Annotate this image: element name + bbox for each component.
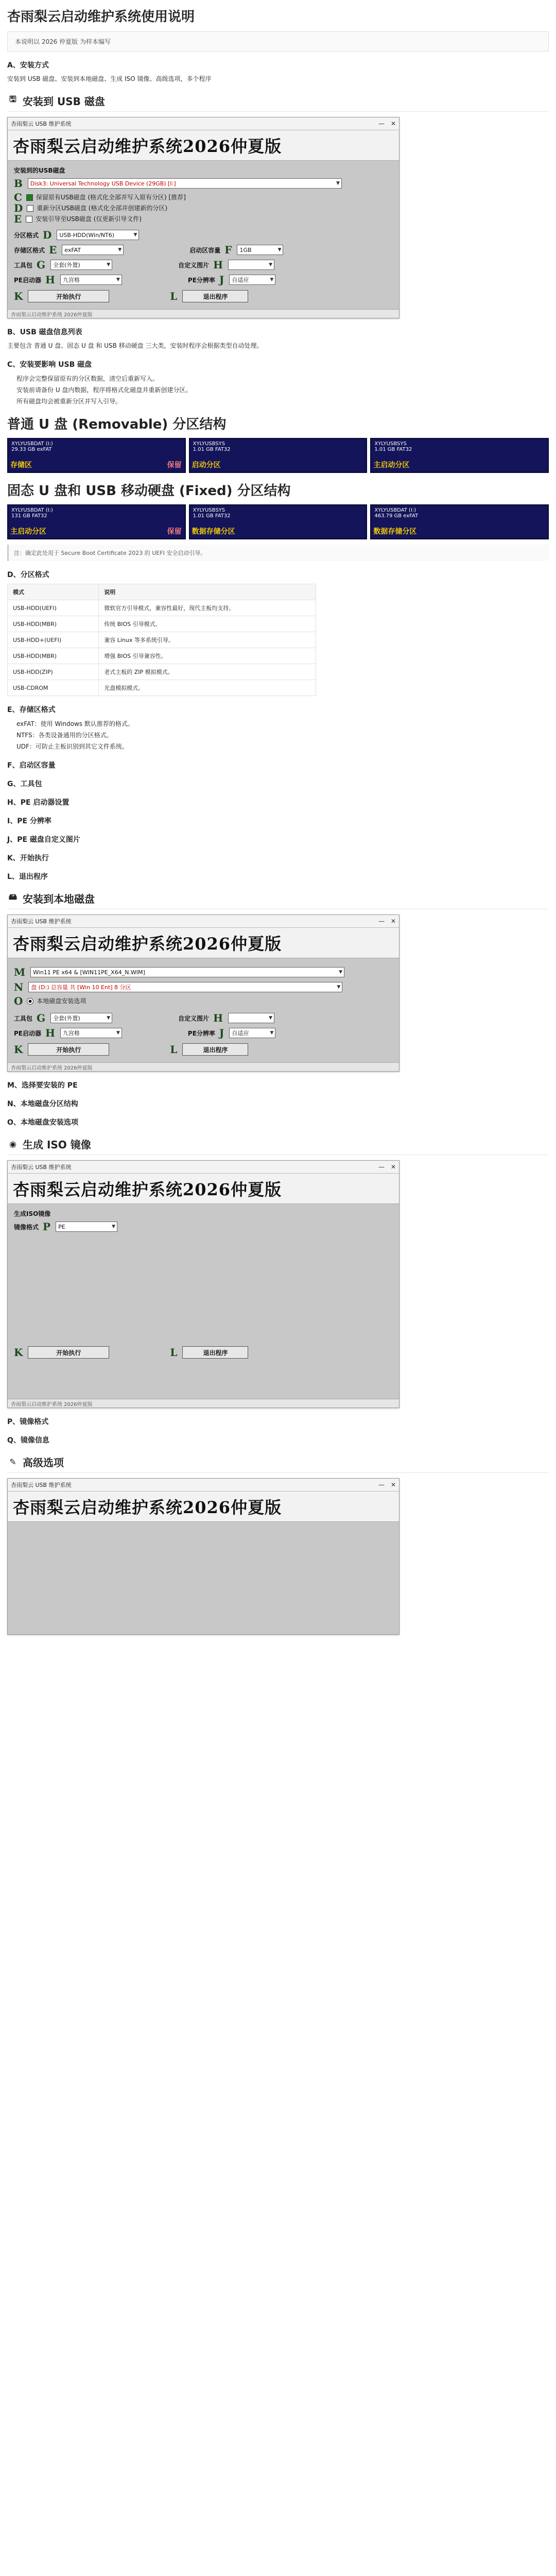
table-row: USB-HDD(UEFI) 微软官方引导模式，兼容性最好，现代主板均支持。: [8, 600, 316, 616]
close-icon[interactable]: ✕: [390, 1163, 396, 1171]
partition-format-select[interactable]: USB-HDD(Win/NT6) ▼: [57, 230, 139, 240]
exit-button[interactable]: 退出程序: [182, 1346, 248, 1359]
pe-launcher-select[interactable]: 九宫格 ▼: [60, 275, 122, 285]
iso-window: 杏雨梨云 USB 维护系统 — ✕ 杏雨梨云启动维护系统2026仲夏版 生成ISO镜像 镜像格式 P PE ▼ K 开始执行 L 退出程序 杏雨梨云启动维护系统 2026仲夏版: [7, 1160, 399, 1408]
partition-block: XYLYUSBSYS 1.01 GB FAT32 启动分区: [189, 438, 368, 473]
minimize-icon[interactable]: —: [378, 120, 385, 127]
boot-size-select[interactable]: 1GB ▼: [237, 245, 283, 255]
removable-partitions: [7, 438, 549, 473]
partition-block: XYLYUSBDAT (I:) 131 GB FAT32 主启动分区 保留: [7, 504, 186, 539]
partition-block: XYLYUSBDAT (I:) 29.33 GB exFAT 存储区 保留: [7, 438, 186, 473]
storage-format-select[interactable]: exFAT ▼: [62, 245, 124, 255]
iso-format-select[interactable]: PE ▼: [56, 1222, 117, 1232]
tip: 注：确定此处用于 Secure Boot Certificate 2023 的 UEFI 安全启动引导。: [7, 545, 549, 561]
version-note: 本说明以 2026 仲夏版 为样本编写: [7, 31, 549, 52]
start-button[interactable]: 开始执行: [28, 290, 109, 302]
heading-usb: 🖫 安装到 USB 磁盘: [7, 93, 549, 112]
heading-fixed: 固态 U 盘和 USB 移动硬盘 (Fixed) 分区结构: [7, 483, 291, 499]
chevron-down-icon: ▼: [336, 181, 340, 186]
custom-image-select[interactable]: ▼: [228, 260, 274, 270]
boot-only-checkbox[interactable]: [26, 216, 32, 223]
heading-removable: 普通 U 盘 (Removable) 分区结构: [7, 417, 227, 432]
exit-button[interactable]: 退出程序: [182, 290, 248, 302]
table-row: USB-HDD(MBR) 增强 BIOS 引导兼容性。: [8, 648, 316, 664]
section-a-text: 安装到 USB 磁盘、安装到本地磁盘、生成 ISO 镜像、高级选项，多个程序: [7, 75, 212, 82]
title-bar: 杏雨梨云 USB 维护系统 — ✕: [8, 117, 399, 130]
disk-icon: 🖴: [8, 892, 18, 902]
disc-icon: ◉: [9, 1139, 16, 1149]
usb-select-label: 安装到的USB磁盘: [14, 167, 65, 174]
table-row: USB-CDROM 光盘模拟模式。: [8, 680, 316, 696]
section-b: B、USB 磁盘信息列表: [7, 328, 82, 336]
local-disk-select[interactable]: 盘 (D:) 总容量 共 [Win 10 Ent] 8 分区 ▼: [28, 982, 342, 992]
status-bar: 杏雨梨云启动维护系统 2026仲夏版: [8, 309, 399, 318]
app-banner: 杏雨梨云启动维护系统2026仲夏版: [8, 130, 399, 161]
heading-iso: ◉ 生成 ISO 镜像: [7, 1137, 549, 1155]
start-button[interactable]: 开始执行: [28, 1043, 109, 1056]
start-button[interactable]: 开始执行: [28, 1346, 109, 1359]
heading-local: 🖴 安装到本地磁盘: [7, 891, 549, 909]
partition-block: XYLYUSBDAT (I:) 463.79 GB exFAT 数据存储分区: [370, 504, 549, 539]
table-row: USB-HDD(MBR) 传统 BIOS 引导模式。: [8, 616, 316, 632]
close-icon[interactable]: ✕: [390, 1481, 396, 1488]
keep-partition-checkbox[interactable]: [26, 194, 33, 201]
close-icon[interactable]: ✕: [390, 918, 396, 925]
pe-resolution-select[interactable]: 自适应 ▼: [229, 275, 275, 285]
boot-mode-table: 模式 说明 USB-HDD(UEFI) 微软官方引导模式，兼容性最好，现代主板均支持。 USB-HDD(MBR) 传统 BIOS 引导模式。 USB-HDD+(UEFI) 兼容 Linux 等多系统引导。 USB-HDD(MBR) 增强 BIOS 引导兼容性。 USB-HDD(ZIP) 老式主板的 ZIP 模拟模式。 USB-CDROM 光盘模拟模式。: [7, 584, 316, 696]
pe-select[interactable]: Win11 PE x64 & [WIN11PE_X64_N.WIM] ▼: [30, 967, 344, 977]
partition-block: XYLYUSBSYS 1.01 GB FAT32 主启动分区: [370, 438, 549, 473]
local-install-window: 杏雨梨云 USB 维护系统 — ✕ 杏雨梨云启动维护系统2026仲夏版 M Win11 PE x64 & [WIN11PE_X64_N.WIM] ▼ N 盘 (D:) 总容量 共 [Win 10 Ent] 8 分区 ▼ O 本地磁盘安装选项 工具包 G 全套(外置) ▼ 自定义图片 H ▼ PE启动器 H 九宫格 ▼ PE分辨率 J 自适应 ▼ K 开始执行 L 退出程序 杏雨梨云启动维护系统 2026仲夏版: [7, 914, 399, 1072]
fixed-partitions: [7, 504, 549, 539]
minimize-icon[interactable]: —: [378, 1481, 385, 1488]
partition-block: XYLYUSBSYS 1.01 GB FAT32 数据存储分区: [189, 504, 368, 539]
minimize-icon[interactable]: —: [378, 918, 385, 925]
close-icon[interactable]: ✕: [390, 120, 396, 127]
table-row: USB-HDD+(UEFI) 兼容 Linux 等多系统引导。: [8, 632, 316, 648]
table-row: USB-HDD(ZIP) 老式主板的 ZIP 模拟模式。: [8, 664, 316, 680]
usb-icon: 🖫: [9, 94, 16, 104]
usb-install-window: 杏雨梨云 USB 维护系统 — ✕ 杏雨梨云启动维护系统2026仲夏版 安装到的USB磁盘 B Disk3: Universal Technology USB Device (29GB) [I:] ▼ C 保留原有USB磁盘 (格式化全部并写入原有分区) [推荐] D 重新分区USB磁盘 (格式化全部并创建新的分区) E 安装引导至USB磁盘 (仅更新引导文件) 分区格式 D USB-HDD(Win/NT6) ▼ 存储区格式 E exFAT ▼ 启动区容量 F 1GB ▼ 工具包 G 全套(外置) ▼ 自定义图片 H ▼ PE启动器 H 九宫格 ▼ PE分辨率 J 自适应 ▼ K 开始执行 L 退出程序 杏雨梨云启动维护系统 2026仲夏版: [7, 117, 399, 318]
toolkit-select[interactable]: 全套(外置) ▼: [50, 260, 112, 270]
page-title: 杏雨梨云启动维护系统使用说明: [7, 9, 195, 25]
repartition-checkbox[interactable]: [27, 205, 33, 212]
pencil-icon: ✎: [9, 1457, 16, 1467]
page: 杏雨梨云启动维护系统使用说明 本说明以 2026 仲夏版 为样本编写 A、安装方式 安装到 USB 磁盘、安装到本地磁盘、生成 ISO 镜像、高级选项，多个程序 🖫 安装到 USB 磁盘 杏雨梨云 USB 维护系统 — ✕ 杏雨梨云启动维护系统2026仲夏版 安装到的USB磁盘 B Disk3: Universal Technology USB Device (29GB) [I:] ▼ C 保留原有USB磁盘 (格式化全部并写入原有分区) [推荐] D 重新分区USB磁盘 (格式化全部并创建新的分区) E 安装引导至USB磁盘 (仅更新引导文件) 分区格式 D USB-HDD(Win/NT6) ▼ 存储区格式 E exFAT ▼ 启动区容量 F 1GB ▼ 工具包 G 全套(外置) ▼ 自定义图片 H ▼ PE启动器 H 九宫格 ▼ PE分辨率 J 自适应 ▼ K 开始执行 L 退出程序 杏雨梨云启动维护系统 2026仲夏版 B、USB 磁盘信息列表 主要包含 普通 U 盘、固态 U 盘 和 USB 移动硬盘 三大类，安装时程序会根据类型自动处理。 C、安装要影响 USB 磁盘 程序会完整保留原有的分区数据，清空后重新写入。 安装前请备份 U 盘内数据，程序将格式化磁盘并重新创建分区。 所有磁盘均会被重新分区并写入引导。 普通 U 盘 (Removable) 分区结构 XYLYUSBDAT (I:) 29.33 GB exFAT 存储区 保留 XYLYUSBSYS 1.01 GB FAT32 启动分区 XYLYUSBSYS 1.01 GB FAT32 主启动分区 固态 U 盘和 USB 移动硬盘 (Fixed) 分区结构 XYLYUSBDAT (I:) 131 GB FAT32 主启动分区 保留 XYLYUSBSYS 1.01 GB FAT32 数据存储分区 XYLYUSBDAT (I:) 463.79 GB exFAT 数据存储分区 注：确定此处用于 Secure Boot Certificate 2023 的 UEFI 安全启动引导。 D、分区格式 模式 说明 USB-HDD(UEFI) 微软官方引导模式，兼容性最好，现代主板均支持。 USB-HDD(MBR) 传统 BIOS 引导模式。 USB-HDD+(UEFI) 兼容 Linux 等多系统引导。 USB-HDD(MBR) 增强 BIOS 引导兼容性。 USB-HDD(ZIP) 老式主板的 ZIP 模拟模式。 USB-CDROM 光盘模拟模式。 E、存储区格式 exFAT：使用 Windows 默认推荐的格式。 NTFS：各类设备通用的分区格式。 UDF：可防止主板识别到其它文件系统。 F、启动区容量 G、工具包 H、PE 启动器设置 I、PE 分辨率 J、PE 磁盘自定义图片 K、开始执行 L、退出程序 🖴 安装到本地磁盘 杏雨梨云 USB 维护系统 — ✕ 杏雨梨云启动维护系统2026仲夏版 M Win11 PE x64 & [WIN11PE_X64_N.WIM] ▼ N 盘 (D:) 总容量 共 [Win 10 Ent] 8 分区 ▼ O 本地磁盘安装选项 工具包 G 全套(外置) ▼ 自定义图片 H ▼ PE启动器 H 九宫格 ▼ PE分辨率 J 自适应 ▼ K 开始执行 L 退出程序 杏雨梨云启动维护系统 2026仲夏版 M、选择要安装的 PE N、本地磁盘分区结构 O、本地磁盘安装选项 ◉ 生成 ISO 镜像 杏雨梨云 USB 维护系统 — ✕ 杏雨梨云启动维护系统2026仲夏版 生成ISO镜像 镜像格式 P PE ▼ K 开始执行 L 退出程序 杏雨梨云启动维护系统 2026仲夏版 P、镜像格式 Q、镜像信息 ✎ 高级选项 杏雨梨云 USB 维护系统 — ✕ 杏雨梨云启动维护系统2026仲夏版: [0, 0, 556, 2576]
minimize-icon[interactable]: —: [378, 1163, 385, 1171]
exit-button[interactable]: 退出程序: [182, 1043, 248, 1056]
section-a: A、安装方式: [7, 61, 49, 70]
usb-disk-select[interactable]: Disk3: Universal Technology USB Device (29GB) [I:] ▼: [28, 178, 342, 189]
section-c: C、安装要影响 USB 磁盘: [7, 361, 92, 369]
heading-advanced: ✎ 高级选项: [7, 1454, 549, 1473]
section-d: D、分区格式: [7, 571, 49, 579]
advanced-window: 杏雨梨云 USB 维护系统 — ✕ 杏雨梨云启动维护系统2026仲夏版: [7, 1478, 399, 1635]
local-option-radio[interactable]: [27, 998, 33, 1005]
